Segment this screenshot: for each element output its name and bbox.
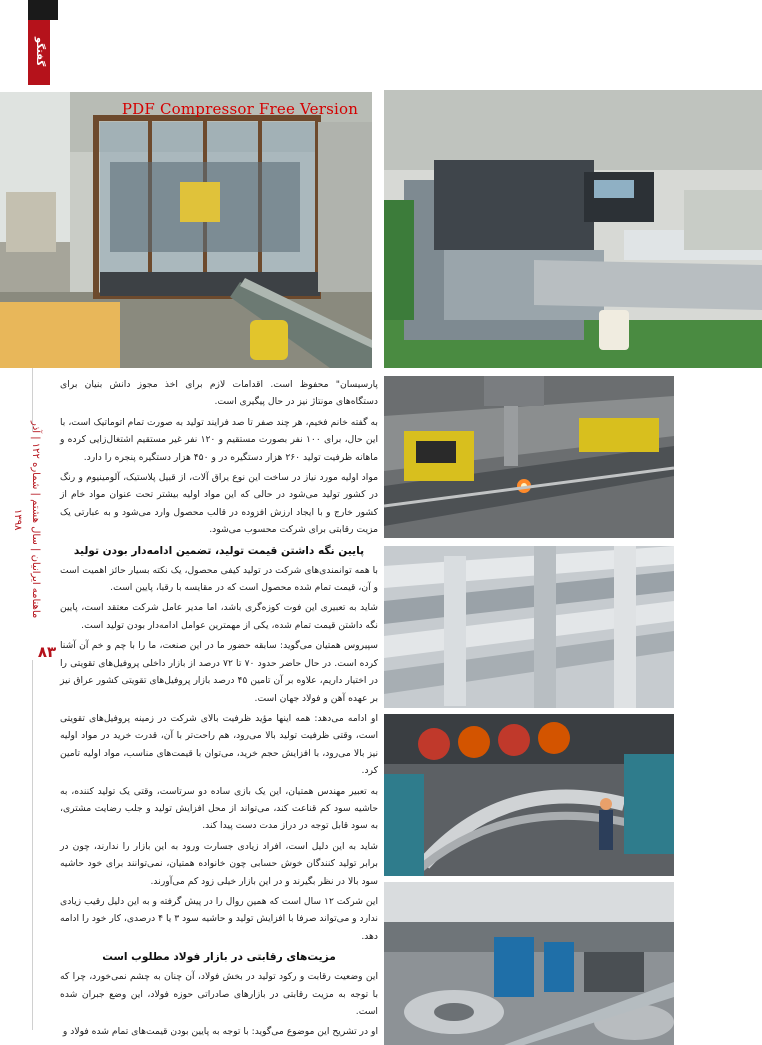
article-paragraph: شاید به تعبیری این فوت کوزه‌گری باشد، اما مدیر عامل شرکت معتقد است، پایین نگه داشتن قیمت تمام شده، یکی از مهمترین عوامل ادامه‌دار بودن تولید است. [60,602,378,631]
article-paragraph: به تعبیر مهندس همتیان، این یک بازی ساده دو سرتاست، وقتی یک تولید کننده، به حاشیه سود کم قناعت کند، می‌تواند از محل افزایش تولید و جلب رضایت مشتری، به سود قابل توجه در دراز مدت دست پیدا کند. [60,785,378,832]
watermark-text: PDF Compressor Free Version [121,100,359,118]
photo-welding-line [384,376,674,538]
photo-steel-profiles [384,546,674,708]
photo-packaging-machine [384,90,762,368]
article-paragraph: این شرکت ۱۲ سال است که همین روال را در پیش گرفته و به این دلیل رقیب زیادی ندارد و می‌تواند صرفا با افزایش تولید و حاشیه سود ۳ یا ۴ درصدی، کار خود را ادامه دهد. [60,895,378,942]
article-paragraph: او ادامه می‌دهد: همه اینها مؤید ظرفیت بالای شرکت در زمینه پروفیل‌های تقویتی است، وقتی ظرفیت تولید بالا می‌رود، هم راحت‌تر با آن، قدرت خرید در مواد اولیه نیز بالا می‌رود، با افزایش حجم خرید، می‌توان با قیمت‌های مناسب، مواد اولیه تامین کرد. [60,712,378,777]
article-subheading: پایین نگه داشتن قیمت تولید، تضمین ادامه‌دار بودن تولید [73,544,365,557]
article-paragraph: با همه توانمندی‌های شرکت در تولید کیفی محصول، یک نکته بسیار حائز اهمیت است و آن، قیمت تمام شده محصول است که در مقایسه با رقبا، پایین است. [60,564,378,594]
photo-factory-floor [384,882,674,1045]
margin-rule [32,660,33,1030]
article-subheading: مزیت‌های رقابتی در بازار فولاد مطلوب است [102,951,336,964]
article-paragraph: سپیروس همتیان می‌گوید: سابقه حضور ما در این صنعت، ما را با چم و خم آن آشنا کرده است. در حال حاضر حدود ۷۰ تا ۷۲ درصد از بازار داخلی پروفیل‌های تقویتی را در اختیار داریم، علاوه بر آن تامین ۴۵ درصد بازار پروفیل‌های تقویتی کشور عراق نیز بر عهده آهن و فولاد جهان است. [60,640,379,704]
margin-dark-block [28,0,58,20]
section-label: گفتگو [34,37,45,67]
article-paragraph: او در تشریح این موضوع می‌گوید: با توجه به پایین بودن قیمت‌های تمام شده فولاد و [62,1026,378,1038]
page-number: ۸۳ [37,643,57,661]
article-paragraph: پارسیسان" محفوظ است. اقدامات لازم برای اخذ مجوز دانش بنیان برای دستگاه‌های مونتاژ نیز در حال پیگیری است. [60,379,378,408]
magazine-info: ماهنامه ایرانیان | سال هشتم | شماره ۱۲۲ | آذر ۱۳۹۸ [12,421,41,619]
article-paragraph: شاید به این دلیل است، افراد زیادی جسارت ورود به این بازار را ندارند، چون در برابر تولید کنندگان خوش حسابی چون خانواده همتیان، نمی‌توانند برای خود حاشیه سود بالا در نظر بگیرند و در این بازار خیلی زود کم می‌آورند. [60,840,378,887]
article-body [60,376,379,1038]
photo-assembly-machine [0,92,372,368]
photo-roll-forming [384,714,674,876]
article-paragraph: مواد اولیه مورد نیاز در ساخت این نوع یراق آلات، از قبیل پلاستیک، آلومینیوم و رنگ در کشور تولید می‌شود در حالی که این مواد اولیه بیشتر تحت عنوان مواد خام از کشور خارج و با ایجاد ارزش افزوده در قالب محصول وارد می‌شود و به عبارتی یک مزیت رقابتی برای شرکت محسوب می‌شود. [60,472,378,536]
article-paragraph: به گفته خانم فخیم، هر چند صفر تا صد فرایند تولید به صورت تمام اتوماتیک است، با این حال، برای ۱۰۰ نفر بصورت مستقیم و ۱۲۰ نفر غیر مستقیم اشتغال‌زایی کرده و ماهانه ظرفیت تولید ۲۶۰ هزار دستگیره در و ۴۵۰ هزار دستگیره پنجره را دارد. [60,416,379,463]
article-paragraph: این وضعیت رقابت و رکود تولید در بخش فولاد، آن چنان به چشم نمی‌خورد، چرا که با توجه به مزیت رقابتی در بازارهای صادراتی حوزه فولاد، این وضع جبران شده است. [60,971,378,1017]
